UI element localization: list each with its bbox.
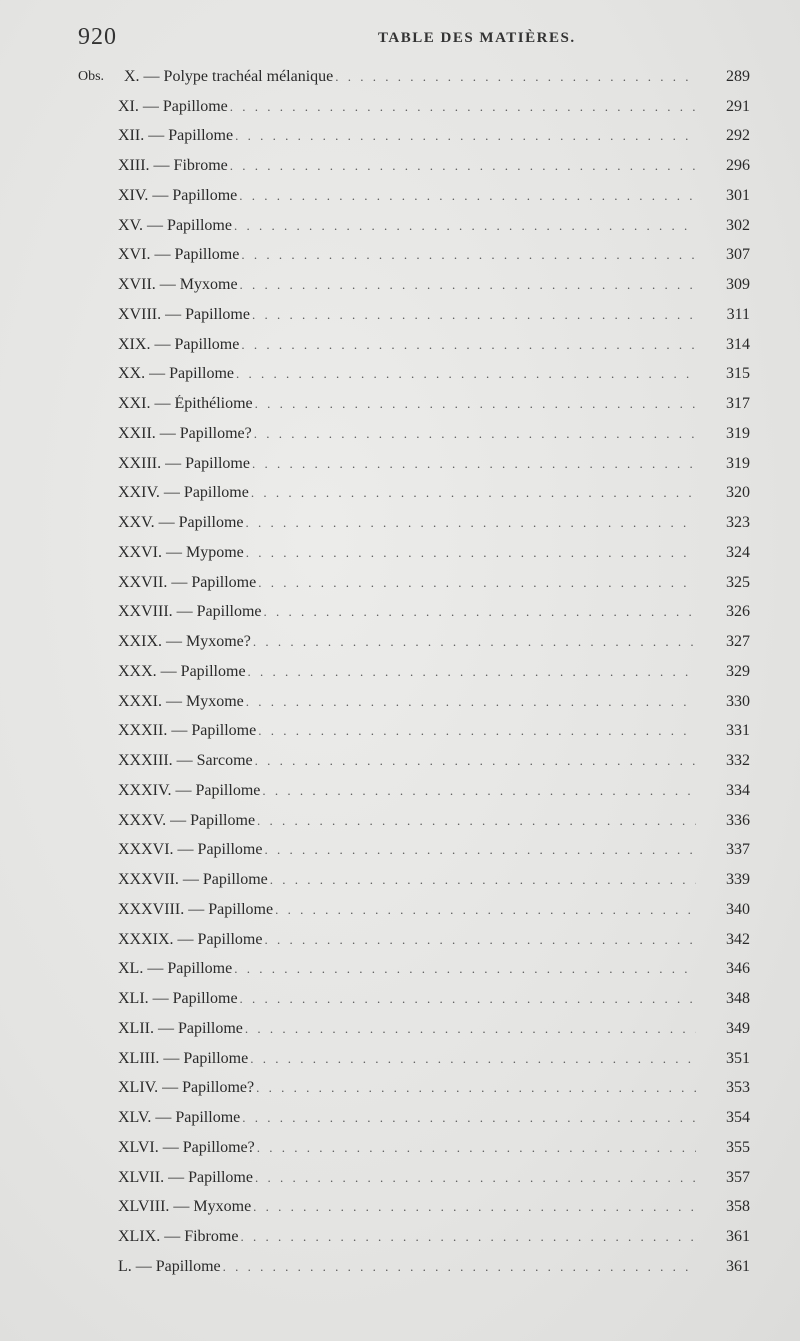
toc-entry [78, 746, 750, 776]
toc-entry-body [118, 960, 702, 978]
dot-leader [248, 664, 696, 680]
toc-entry [78, 419, 750, 449]
dot-leader [234, 961, 696, 977]
toc-entry-page: 361 [726, 1257, 750, 1275]
toc-entry-page: 340 [726, 900, 750, 918]
toc-entry [78, 1252, 750, 1282]
dot-leader [257, 1140, 696, 1156]
dot-leader [262, 783, 696, 799]
toc-entry-page: 296 [726, 157, 750, 175]
toc-entry-body [118, 276, 702, 294]
toc-entry-body [118, 1258, 702, 1276]
toc-entry [78, 389, 750, 419]
toc-entry-body [118, 841, 702, 859]
toc-entry-label: XXI. — Épithéliome [118, 395, 253, 413]
dot-leader [230, 99, 696, 115]
toc-entry-page: 319 [726, 454, 750, 472]
toc-entry-body [118, 722, 702, 740]
toc-entry [78, 1014, 750, 1044]
dot-leader [234, 218, 696, 234]
toc-entry-page: 336 [726, 811, 750, 829]
toc-entry-label: XLVI. — Papillome? [118, 1138, 255, 1156]
dot-leader [241, 337, 696, 353]
dot-leader [255, 753, 696, 769]
toc-entry-body [118, 187, 702, 205]
toc-entry-page: 292 [726, 127, 750, 145]
toc-entry [78, 360, 750, 390]
toc-entry-page: 349 [726, 1019, 750, 1037]
dot-leader [240, 277, 696, 293]
toc-entry-page: 353 [726, 1079, 750, 1097]
toc-entry-page: 319 [726, 424, 750, 442]
toc-entry-page: 323 [726, 514, 750, 532]
dot-leader [245, 515, 696, 531]
toc-entry-page: 311 [726, 305, 750, 323]
dot-leader [236, 366, 696, 382]
dot-leader [235, 128, 696, 144]
toc-entry-page: 314 [726, 335, 750, 353]
toc-entry-body [118, 1139, 702, 1157]
toc-entry-label: XV. — Papillome [118, 216, 232, 234]
toc-entry-page: 302 [726, 216, 750, 234]
dot-leader [270, 872, 696, 888]
toc-entry-page: 329 [726, 662, 750, 680]
dot-leader [241, 247, 696, 263]
toc-entry-body [118, 395, 702, 413]
toc-entry-label: XXXII. — Papillome [118, 722, 257, 740]
toc-entry [78, 211, 750, 241]
page-header [78, 24, 778, 54]
toc-entry-page: 309 [726, 276, 750, 294]
toc-entry-page: 348 [726, 990, 750, 1008]
toc-entry-label: XXVIII. — Papillome [118, 603, 262, 621]
toc-entry [78, 151, 750, 181]
toc-entry [78, 538, 750, 568]
dot-leader [258, 575, 696, 591]
toc-entry-label: XXXV. — Papillome [118, 811, 256, 829]
toc-entry-label: XXXIII. — Sarcome [118, 752, 253, 770]
toc-entry-body [118, 98, 702, 116]
toc-entry-label: XXXIV. — Papillome [118, 781, 261, 799]
toc-entry [78, 1163, 750, 1193]
toc-entry-page: 358 [726, 1198, 750, 1216]
toc-entry-label: XLI. — Papillome [118, 990, 238, 1008]
toc-entry-body [118, 1198, 702, 1216]
toc-entry-label: XXXVIII. — Papillome [118, 900, 274, 918]
toc-entry-page: 325 [726, 573, 750, 591]
toc-entry-body [118, 663, 702, 681]
toc-entry-label: XXII. — Papillome? [118, 424, 252, 442]
dot-leader [246, 694, 696, 710]
toc-entry-body [118, 901, 702, 919]
toc-entry-body [118, 633, 702, 651]
toc-entry [78, 508, 750, 538]
dot-leader [258, 723, 696, 739]
toc-entry-prefix: Obs. [78, 68, 105, 84]
toc-entry [78, 1222, 750, 1252]
toc-entry [78, 687, 750, 717]
toc-entry [78, 717, 750, 747]
toc-entry-page: 355 [726, 1138, 750, 1156]
toc-entry-body [118, 931, 702, 949]
toc-entry-label: X. — Polype trachéal mélanique [124, 67, 334, 85]
toc-entry-page: 332 [726, 752, 750, 770]
toc-entry-page: 334 [726, 781, 750, 799]
toc-entry-page: 339 [726, 871, 750, 889]
toc-entry [78, 300, 750, 330]
toc-entry-page: 330 [726, 692, 750, 710]
toc-entry-page: 361 [726, 1228, 750, 1246]
toc-entry-page: 346 [726, 960, 750, 978]
toc-entry-page: 291 [726, 97, 750, 115]
dot-leader [242, 1110, 696, 1126]
dot-leader [254, 426, 696, 442]
dot-leader [245, 1021, 696, 1037]
toc-entry [78, 836, 750, 866]
toc-entry-label: XLVIII. — Myxome [118, 1198, 252, 1216]
toc-entry-body [118, 812, 702, 830]
dot-leader [264, 932, 696, 948]
table-of-contents [78, 62, 750, 1282]
toc-entry-body [118, 603, 702, 621]
toc-entry-body [118, 246, 702, 264]
toc-entry-label: XXXVII. — Papillome [118, 871, 268, 889]
toc-entry-label: XXV. — Papillome [118, 514, 244, 532]
toc-entry [78, 449, 750, 479]
toc-entry-body [118, 752, 702, 770]
toc-entry [78, 657, 750, 687]
toc-entry-page: 301 [726, 186, 750, 204]
toc-entry-body [118, 990, 702, 1008]
toc-entry [78, 598, 750, 628]
toc-entry [78, 479, 750, 509]
toc-entry [78, 984, 750, 1014]
toc-entry-label: XXVI. — Mypome [118, 543, 244, 561]
toc-entry [78, 1103, 750, 1133]
dot-leader [230, 158, 696, 174]
toc-entry-page: 331 [726, 722, 750, 740]
toc-entry-label: XVIII. — Papillome [118, 305, 250, 323]
toc-entry-body [118, 425, 702, 443]
toc-entry-body [118, 574, 702, 592]
page-number: 920 [78, 24, 117, 50]
toc-entry-label: XXIV. — Papillome [118, 484, 249, 502]
toc-entry-body [118, 1228, 702, 1246]
toc-entry-label: XLIX. — Fibrome [118, 1228, 239, 1246]
toc-entry-page: 307 [726, 246, 750, 264]
toc-entry [78, 1133, 750, 1163]
toc-entry-page: 320 [726, 484, 750, 502]
running-title: TABLE DES MATIÈRES. [378, 30, 576, 46]
toc-entry-body [118, 544, 702, 562]
toc-entry-body [118, 1079, 702, 1097]
toc-entry-page: 317 [726, 395, 750, 413]
toc-entry [78, 955, 750, 985]
toc-entry-body [118, 782, 702, 800]
toc-entry-page: 326 [726, 603, 750, 621]
toc-entry-page: 342 [726, 930, 750, 948]
toc-entry-label: L. — Papillome [118, 1257, 221, 1275]
dot-leader [223, 1259, 696, 1275]
toc-entry-body [118, 871, 702, 889]
dot-leader [240, 991, 696, 1007]
toc-entry-label: XLV. — Papillome [118, 1109, 241, 1127]
toc-entry-body [118, 336, 702, 354]
dot-leader [275, 902, 696, 918]
toc-entry-label: XI. — Papillome [118, 97, 228, 115]
toc-entry [78, 270, 750, 300]
toc-entry-body [118, 365, 702, 383]
toc-entry-page: 327 [726, 633, 750, 651]
toc-entry [78, 925, 750, 955]
toc-entry [78, 568, 750, 598]
toc-entry-label: XLVII. — Papillome [118, 1168, 253, 1186]
toc-entry [78, 62, 750, 92]
toc-entry-page: 324 [726, 543, 750, 561]
dot-leader [252, 307, 696, 323]
dot-leader [246, 545, 696, 561]
toc-entry-body [124, 68, 702, 86]
dot-leader [264, 842, 696, 858]
toc-entry-label: XX. — Papillome [118, 365, 234, 383]
toc-entry-label: XXIX. — Myxome? [118, 633, 251, 651]
dot-leader [264, 604, 696, 620]
toc-entry-label: XL. — Papillome [118, 960, 233, 978]
dot-leader [257, 813, 696, 829]
toc-entry [78, 865, 750, 895]
dot-leader [253, 1199, 696, 1215]
toc-entry [78, 806, 750, 836]
toc-entry-page: 354 [726, 1109, 750, 1127]
toc-entry-label: XIV. — Papillome [118, 186, 238, 204]
toc-entry [78, 181, 750, 211]
toc-entry [78, 92, 750, 122]
toc-entry [78, 776, 750, 806]
toc-entry [78, 1044, 750, 1074]
toc-entry [78, 1074, 750, 1104]
toc-entry-label: XXX. — Papillome [118, 662, 246, 680]
toc-entry-label: XXIII. — Papillome [118, 454, 250, 472]
dot-leader [335, 69, 696, 85]
toc-entry [78, 330, 750, 360]
toc-entry-body [118, 217, 702, 235]
toc-entry [78, 895, 750, 925]
toc-entry-label: XVI. — Papillome [118, 246, 240, 264]
dot-leader [253, 634, 696, 650]
toc-entry-label: XLII. — Papillome [118, 1019, 243, 1037]
dot-leader [255, 1170, 696, 1186]
toc-entry-body [118, 455, 702, 473]
dot-leader [256, 1080, 696, 1096]
toc-entry-body [118, 127, 702, 145]
toc-entry-label: XII. — Papillome [118, 127, 234, 145]
toc-entry-page: 357 [726, 1168, 750, 1186]
toc-entry-body [118, 1020, 702, 1038]
toc-entry-label: XXXIX. — Papillome [118, 930, 263, 948]
toc-entry-body [118, 1169, 702, 1187]
dot-leader [255, 396, 696, 412]
toc-entry-page: 351 [726, 1049, 750, 1067]
toc-entry [78, 627, 750, 657]
toc-entry-page: 315 [726, 365, 750, 383]
toc-entry-label: XLIV. — Papillome? [118, 1079, 255, 1097]
toc-entry-label: XIX. — Papillome [118, 335, 240, 353]
toc-entry-body [118, 1050, 702, 1068]
toc-entry-page: 289 [726, 67, 750, 85]
toc-entry [78, 241, 750, 271]
toc-entry-label: XXXVI. — Papillome [118, 841, 263, 859]
dot-leader [252, 456, 696, 472]
dot-leader [251, 485, 696, 501]
toc-entry-page: 337 [726, 841, 750, 859]
dot-leader [239, 188, 696, 204]
toc-entry-label: XVII. — Myxome [118, 276, 238, 294]
toc-entry-body [118, 306, 702, 324]
toc-entry-body [118, 1109, 702, 1127]
toc-entry-body [118, 693, 702, 711]
dot-leader [250, 1051, 696, 1067]
toc-entry-body [118, 514, 702, 532]
toc-entry [78, 122, 750, 152]
toc-entry-label: XLIII. — Papillome [118, 1049, 249, 1067]
toc-entry [78, 1193, 750, 1223]
toc-entry-label: XXVII. — Papillome [118, 573, 257, 591]
toc-entry-label: XXXI. — Myxome [118, 692, 244, 710]
dot-leader [240, 1229, 696, 1245]
toc-entry-body [118, 484, 702, 502]
toc-entry-body [118, 157, 702, 175]
toc-entry-label: XIII. — Fibrome [118, 157, 228, 175]
